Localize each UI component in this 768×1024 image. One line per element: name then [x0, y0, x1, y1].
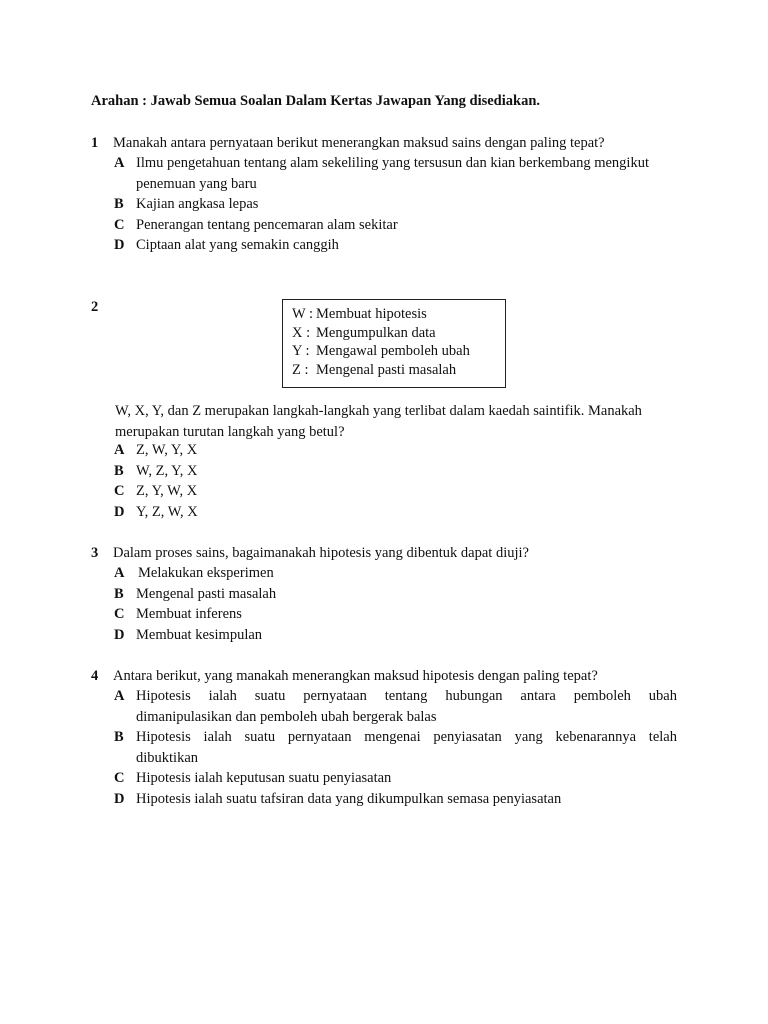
option-letter: A: [114, 442, 125, 458]
question-text: Antara berikut, yang manakah menerangkan maksud hipotesis dengan paling tepat?: [113, 668, 598, 684]
instructions-heading: Arahan : Jawab Semua Soalan Dalam Kertas Jawapan Yang disediakan.: [91, 93, 541, 109]
option-letter: A: [114, 155, 125, 171]
question-number: 3: [91, 545, 99, 561]
option-text: Kajian angkasa lepas: [136, 196, 259, 212]
option-letter: B: [114, 196, 124, 212]
option-text: Hipotesis ialah suatu pernyataan tentang hubungan antara pemboleh ubah: [136, 688, 677, 704]
option-text: Membuat kesimpulan: [136, 627, 263, 643]
step-row: [292, 342, 505, 361]
step-key: X :: [292, 324, 311, 341]
question-text: W, X, Y, dan Z merupakan langkah-langkah yang terlibat dalam kaedah saintifik. Manakah merupakan turutan langkah yang betul?: [115, 403, 642, 440]
option-letter: B: [114, 463, 124, 479]
step-row: [292, 324, 505, 343]
option-text-continued: penemuan yang baru: [136, 176, 257, 192]
question-text: Dalam proses sains, bagaimanakah hipotesis yang dibentuk dapat diuji?: [113, 545, 529, 561]
option-letter: B: [114, 729, 124, 745]
option-text: Z, Y, W, X: [136, 483, 198, 499]
step-value: Mengumpulkan data: [316, 324, 436, 341]
option-letter: C: [114, 483, 125, 499]
option-letter: B: [114, 586, 124, 602]
option-text: Membuat inferens: [136, 606, 242, 622]
option-letter: C: [114, 606, 125, 622]
option-letter: D: [114, 791, 125, 807]
option-text: Ciptaan alat yang semakin canggih: [136, 237, 339, 253]
step-value: Membuat hipotesis: [316, 306, 427, 322]
option-letter: C: [114, 217, 125, 233]
option-letter: D: [114, 237, 125, 253]
option-letter: D: [114, 627, 125, 643]
option-text: Y, Z, W, X: [136, 504, 198, 520]
scientific-steps-box: [282, 299, 506, 388]
step-value: Mengawal pemboleh ubah: [316, 343, 470, 359]
option-text: Hipotesis ialah suatu pernyataan mengenai penyiasatan yang kebenarannya telah: [136, 729, 677, 745]
step-key: W :: [292, 306, 314, 322]
option-text: Mengenal pasti masalah: [136, 586, 277, 602]
option-text: Penerangan tentang pencemaran alam sekitar: [136, 217, 398, 233]
option-text: Hipotesis ialah suatu tafsiran data yang dikumpulkan semasa penyiasatan: [136, 791, 562, 807]
step-key: Z :: [292, 361, 309, 378]
step-row: [292, 361, 505, 380]
option-letter: D: [114, 504, 125, 520]
option-text: Melakukan eksperimen: [138, 565, 274, 581]
option-text-continued: dibuktikan: [136, 750, 199, 766]
question-number: 2: [91, 299, 99, 315]
option-text: Z, W, Y, X: [136, 442, 198, 458]
question-number: 4: [91, 668, 99, 684]
step-row: [292, 305, 505, 324]
option-letter: C: [114, 770, 125, 786]
option-text: W, Z, Y, X: [136, 463, 198, 479]
question-number: 1: [91, 135, 99, 151]
option-text: Ilmu pengetahuan tentang alam sekeliling yang tersusun dan kian berkembang mengikut: [136, 155, 649, 171]
step-value: Mengenal pasti masalah: [316, 361, 457, 378]
option-text-continued: dimanipulasikan dan pemboleh ubah bergerak balas: [136, 709, 437, 725]
step-key: Y :: [292, 343, 310, 359]
option-letter: A: [114, 688, 125, 704]
question-text: Manakah antara pernyataan berikut menerangkan maksud sains dengan paling tepat?: [113, 135, 605, 151]
option-text: Hipotesis ialah keputusan suatu penyiasatan: [136, 770, 392, 786]
option-letter: A: [114, 565, 125, 581]
